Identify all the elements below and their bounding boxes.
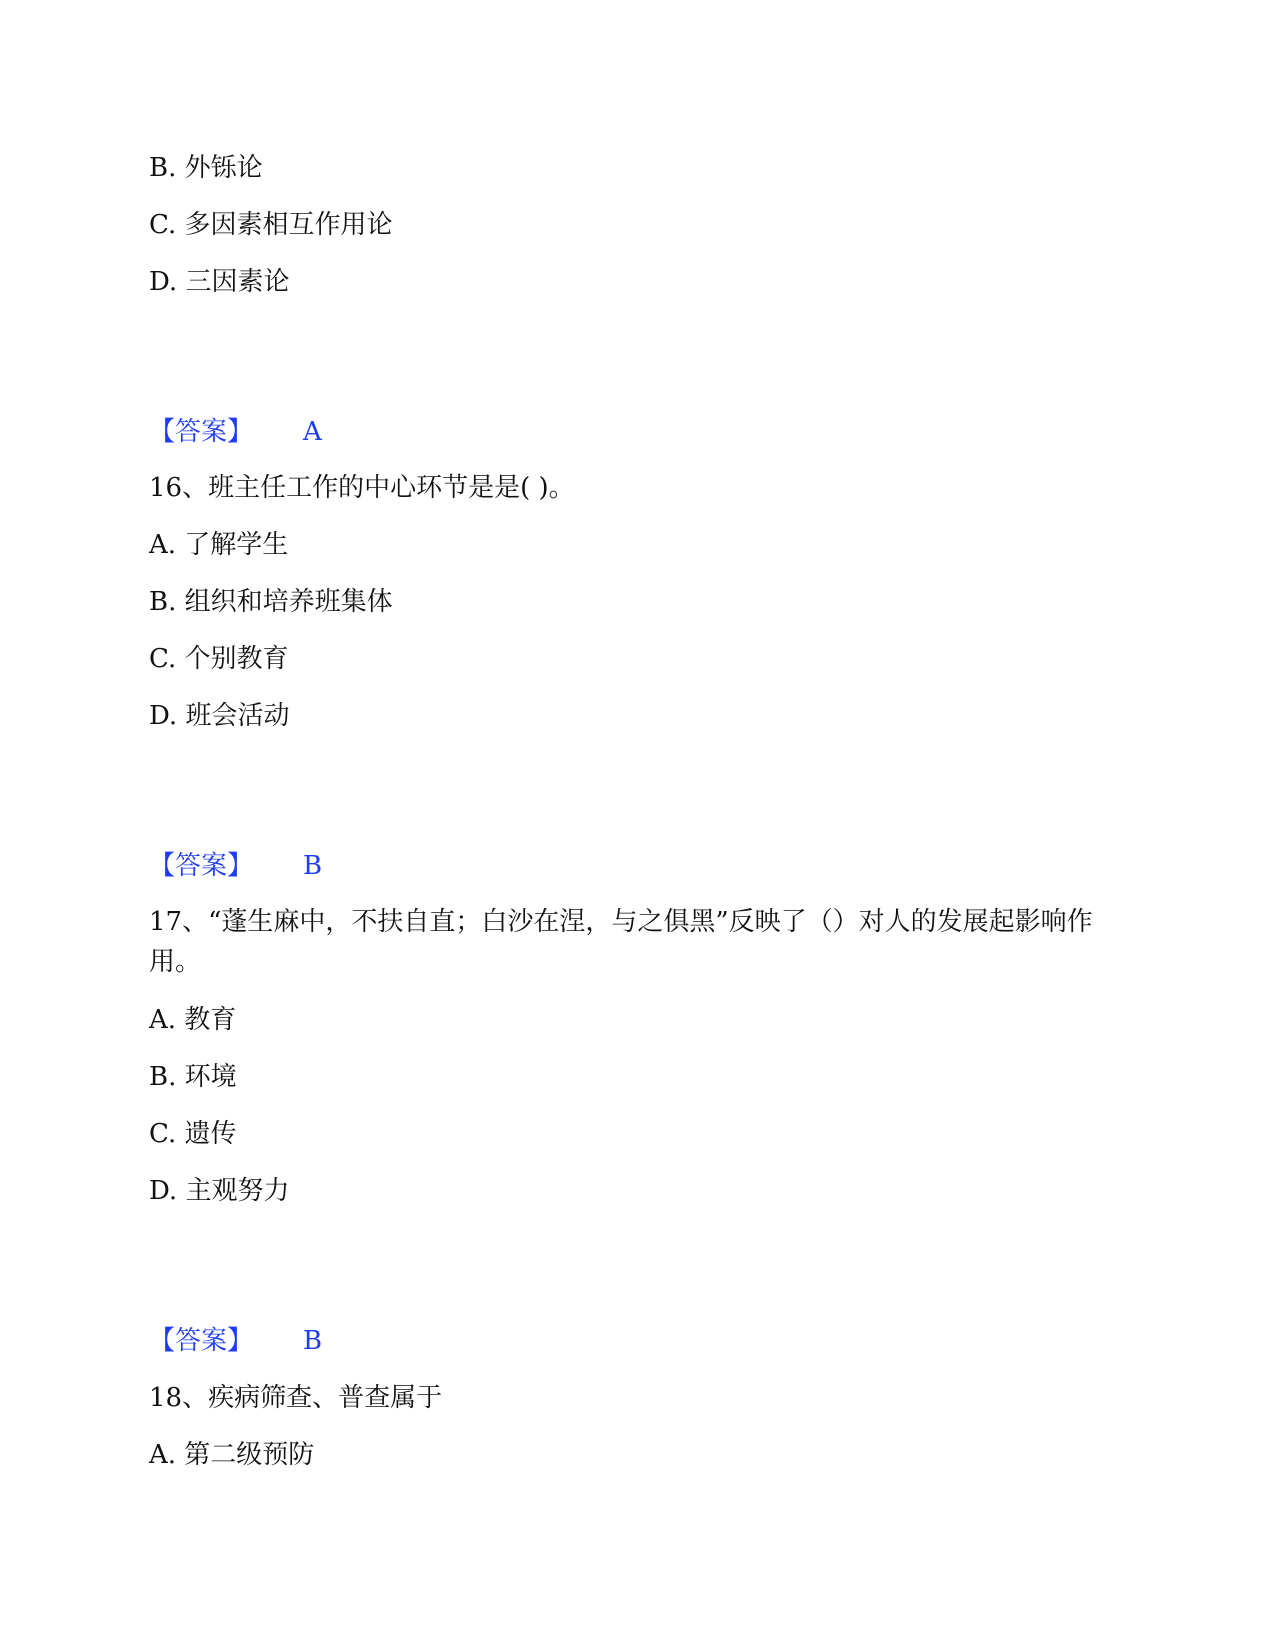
q17-answer	[149, 1326, 323, 1356]
q15-option-b: B. 外铄论	[149, 153, 263, 183]
q17-option-b: B. 环境	[149, 1062, 237, 1092]
answer-label: 【答案】	[149, 1326, 254, 1356]
q16-option-b: B. 组织和培养班集体	[149, 587, 393, 617]
q16-question: 16、班主任工作的中心环节是是( )。	[149, 473, 575, 503]
q17-question: 17、“蓬生麻中，不扶自直；白沙在涅，与之俱黑”反映了（）对人的发展起影响作用。	[149, 907, 1093, 977]
answer-value: B	[303, 1326, 323, 1356]
q17-option-a: A. 教育	[149, 1005, 237, 1035]
q16-option-d: D. 班会活动	[149, 701, 290, 731]
answer-value: B	[303, 851, 323, 881]
answer-value: A	[303, 417, 322, 447]
q17-option-c: C. 遗传	[149, 1119, 237, 1149]
q17-option-d: D. 主观努力	[149, 1176, 290, 1206]
q16-answer	[149, 851, 323, 881]
q15-option-c: C. 多因素相互作用论	[149, 210, 393, 240]
q15-answer	[149, 417, 322, 447]
q15-option-d: D. 三因素论	[149, 267, 290, 297]
q16-option-a: A. 了解学生	[149, 530, 289, 560]
q16-option-c: C. 个别教育	[149, 644, 289, 674]
answer-label: 【答案】	[149, 851, 254, 881]
answer-label: 【答案】	[149, 417, 254, 447]
q18-option-a: A. 第二级预防	[149, 1440, 315, 1470]
q18-question: 18、疾病筛查、普查属于	[149, 1383, 443, 1413]
